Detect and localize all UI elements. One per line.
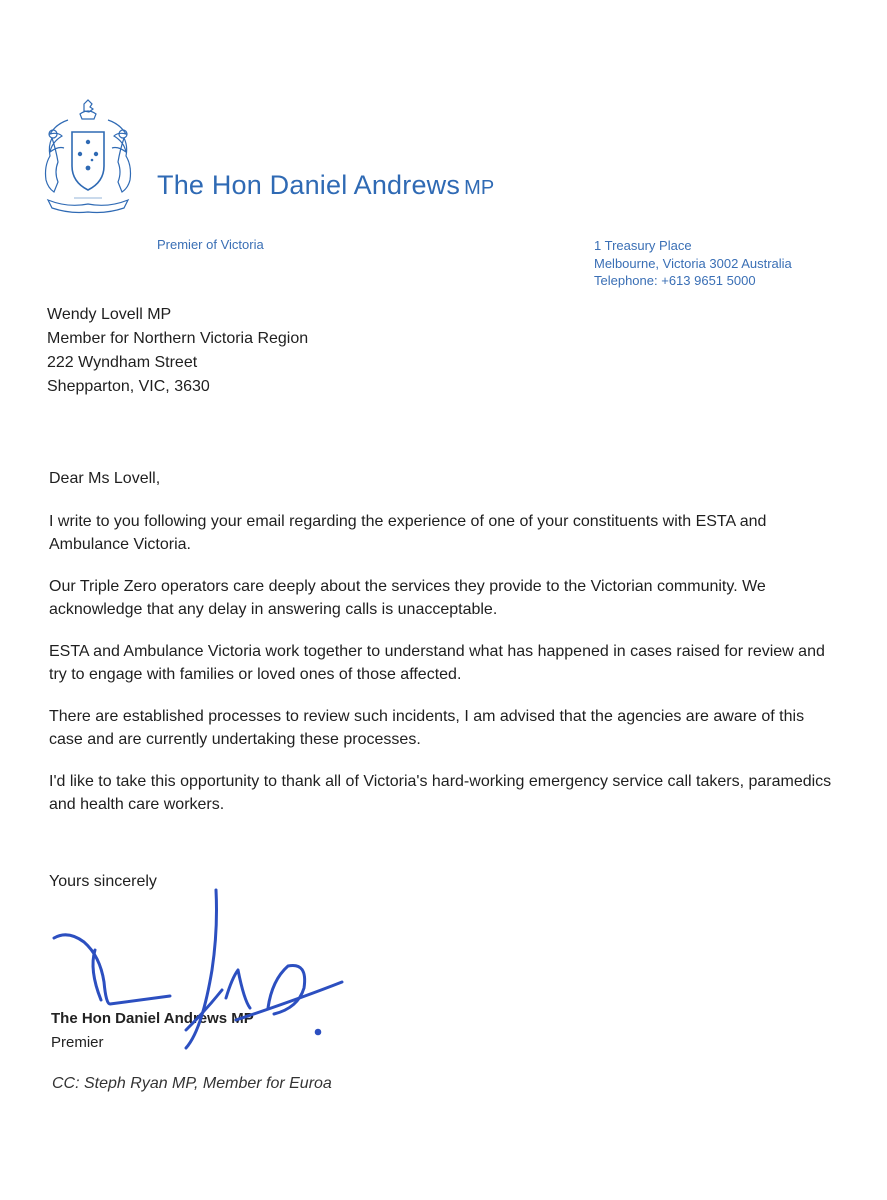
recipient-city: Shepparton, VIC, 3630 [47, 378, 210, 395]
paragraph-4: There are established processes to review such incidents, I am advised that the agencies are aware of this case and are currently undertaking these processes. [49, 708, 805, 748]
recipient-role: Member for Northern Victoria Region [47, 330, 309, 347]
letterhead-title: Premier of Victoria [157, 237, 264, 252]
letterhead-name-text: The Hon Daniel Andrews [157, 170, 461, 200]
paragraph-1: I write to you following your email regarding the experience of one of your constituents with ESTA and Ambulance Victoria. [49, 513, 767, 553]
address-line-1: 1 Treasury Place [594, 238, 692, 253]
signatory-name: The Hon Daniel Andrews MP [51, 1010, 254, 1027]
letterhead-name-suffix: MP [464, 177, 495, 199]
address-line-2: Melbourne, Victoria 3002 Australia [594, 255, 792, 271]
letterhead-address [594, 237, 792, 290]
salutation: Dear Ms Lovell, [49, 470, 161, 487]
recipient-name: Wendy Lovell MP [47, 306, 172, 323]
letter-body [49, 467, 839, 835]
cc-line: CC: Steph Ryan MP, Member for Euroa [52, 1075, 332, 1092]
paragraph-2: Our Triple Zero operators care deeply about the services they provide to the Victorian community. We acknowledge that any delay in answering calls is unacceptable. [49, 578, 766, 618]
closing: Yours sincerely [49, 873, 157, 890]
paragraph-3: ESTA and Ambulance Victoria work together to understand what has happened in cases raised for review and try to engage with families or loved ones of those affected. [49, 643, 825, 683]
address-line-3: Telephone: +613 9651 5000 [594, 273, 756, 288]
handwritten-signature-icon [40, 880, 370, 1070]
recipient-block [47, 303, 308, 399]
letterhead-name [157, 170, 494, 201]
recipient-street: 222 Wyndham Street [47, 354, 198, 371]
paragraph-5: I'd like to take this opportunity to thank all of Victoria's hard-working emergency service call takers, paramedics and health care workers. [49, 773, 832, 813]
victoria-coat-of-arms-icon [40, 98, 136, 216]
signatory-role: Premier [51, 1034, 104, 1051]
